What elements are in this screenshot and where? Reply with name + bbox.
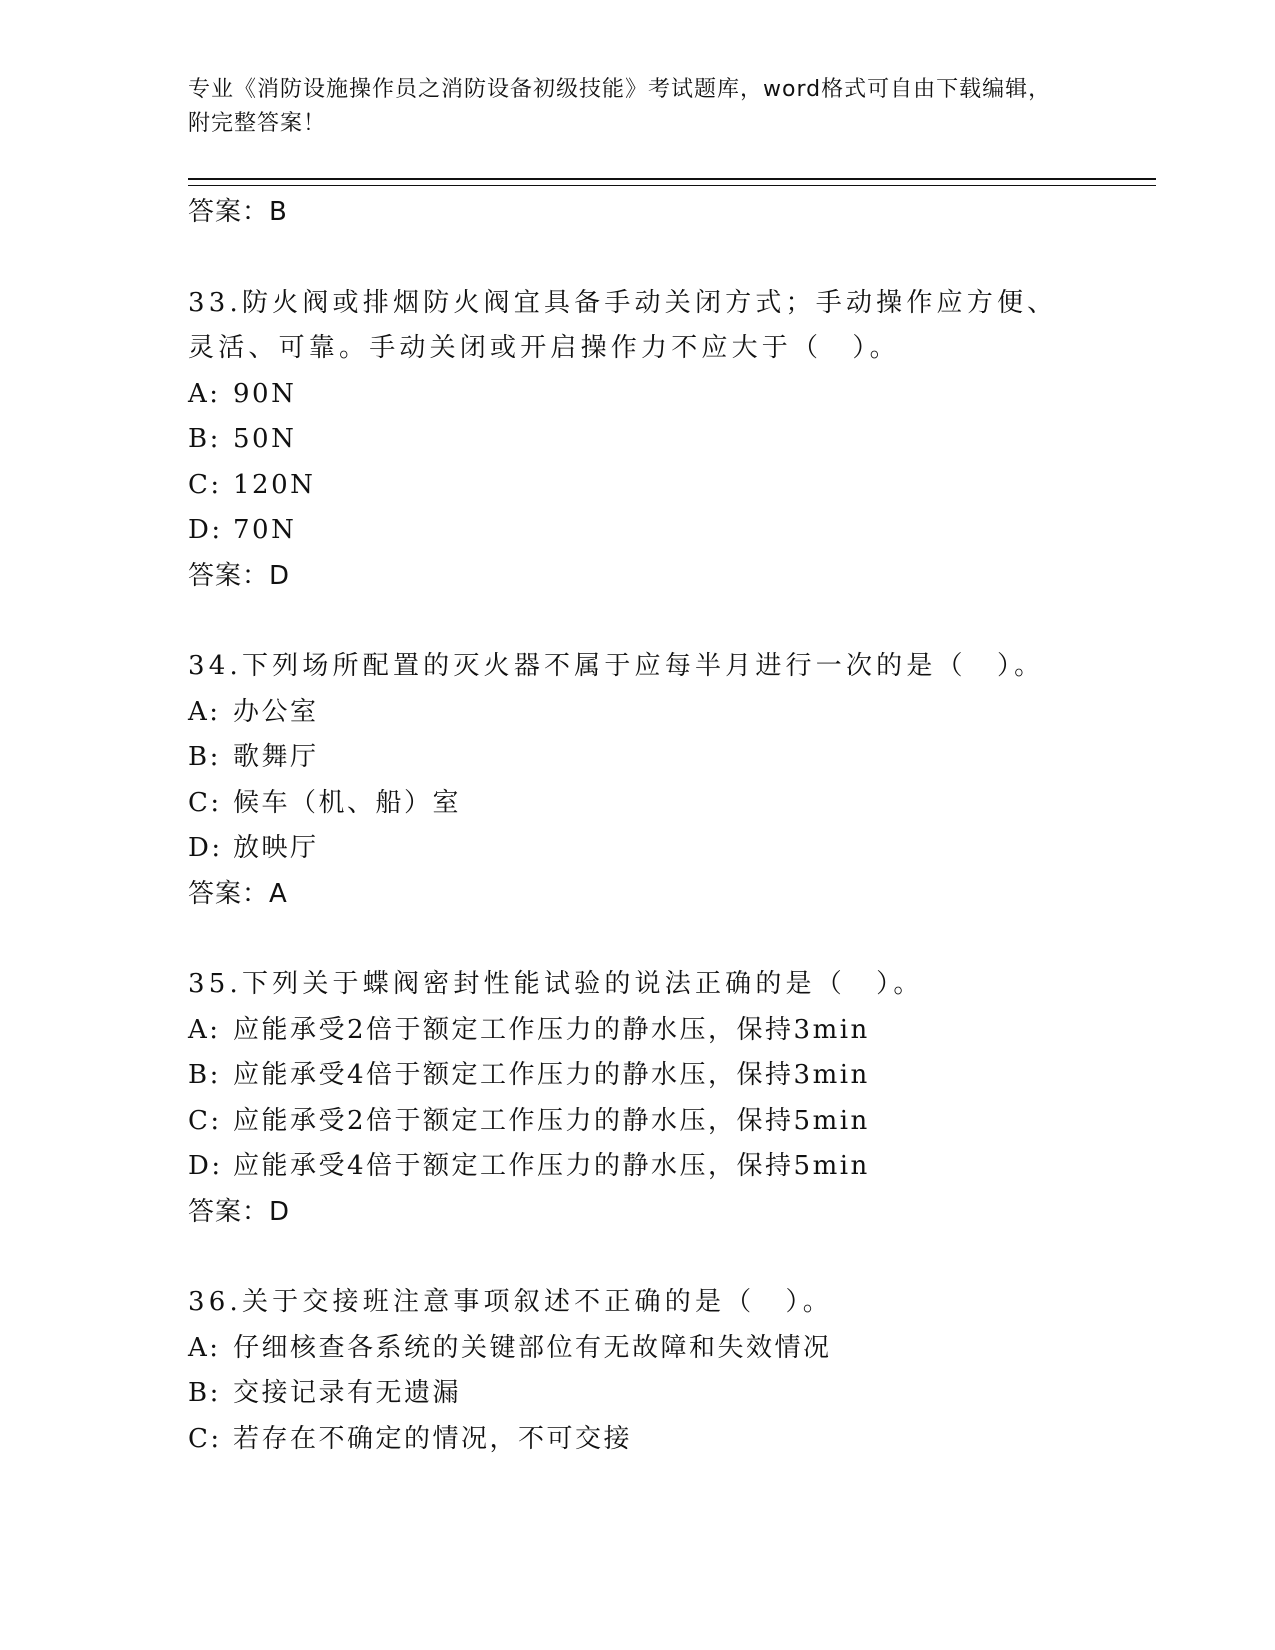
option-text: 应能承受4倍于额定工作压力的静水压，保持3min xyxy=(233,1060,870,1090)
option-text: 120N xyxy=(233,469,316,500)
option-b xyxy=(188,735,1148,781)
option-text: 办公室 xyxy=(233,696,319,727)
question-stem: 34.下列场所配置的灭火器不属于应每半月进行一次的是（ ）。 xyxy=(188,651,1045,681)
header-note: 专业《消防设施操作员之消防设备初级技能》考试题库，word格式可自由下载编辑，附完整答案！ xyxy=(188,77,1052,136)
question-list xyxy=(188,190,1148,1462)
question-35 xyxy=(188,962,1148,1235)
option-text: 应能承受2倍于额定工作压力的静水压，保持5min xyxy=(233,1105,870,1136)
option-label: B: xyxy=(188,1060,221,1090)
option-a xyxy=(188,372,1148,418)
option-label: B: xyxy=(188,424,221,454)
question-stem: 33.防火阀或排烟防火阀宜具备手动关闭方式；手动操作应方便、灵活、可靠。手动关闭或开启操作力不应大于（ ）。 xyxy=(188,287,1058,363)
option-a xyxy=(188,1008,1148,1054)
option-text: 若存在不确定的情况，不可交接 xyxy=(233,1423,633,1454)
option-d xyxy=(188,1144,1148,1190)
option-text: 候车（机、船）室 xyxy=(233,787,462,818)
question-36 xyxy=(188,1280,1148,1462)
previous-answer: 答案：B xyxy=(188,197,288,227)
question-stem: 35.下列关于蝶阀密封性能试验的说法正确的是（ ）。 xyxy=(188,969,924,999)
option-d xyxy=(188,826,1148,872)
option-c xyxy=(188,1417,1148,1463)
question-34 xyxy=(188,644,1148,917)
option-text: 交接记录有无遗漏 xyxy=(233,1378,462,1408)
option-a xyxy=(188,690,1148,736)
header-divider xyxy=(188,178,1156,186)
option-b xyxy=(188,1053,1148,1099)
option-text: 应能承受4倍于额定工作压力的静水压，保持5min xyxy=(233,1151,870,1181)
answer-line: 答案：A xyxy=(188,878,288,909)
option-text: 50N xyxy=(233,424,297,454)
option-label: A: xyxy=(188,696,221,727)
option-text: 90N xyxy=(233,378,297,409)
option-c xyxy=(188,463,1148,509)
option-c xyxy=(188,781,1148,827)
option-a xyxy=(188,1326,1148,1372)
option-label: A: xyxy=(188,378,221,409)
option-text: 歌舞厅 xyxy=(233,742,319,772)
option-text: 仔细核查各系统的关键部位有无故障和失效情况 xyxy=(233,1332,832,1363)
question-stem: 36.关于交接班注意事项叙述不正确的是（ ）。 xyxy=(188,1287,833,1317)
option-label: A: xyxy=(188,1014,221,1045)
option-label: C: xyxy=(188,469,222,500)
option-label: C: xyxy=(188,1105,222,1136)
option-label: B: xyxy=(188,1378,221,1408)
option-label: A: xyxy=(188,1332,221,1363)
question-33 xyxy=(188,281,1148,600)
option-label: C: xyxy=(188,1423,222,1454)
answer-line: 答案：D xyxy=(188,560,291,591)
answer-line: 答案：D xyxy=(188,1196,291,1227)
option-label: D: xyxy=(188,833,223,863)
option-c xyxy=(188,1099,1148,1145)
option-text: 70N xyxy=(233,515,297,545)
option-label: D: xyxy=(188,1151,223,1181)
option-label: B: xyxy=(188,742,221,772)
option-text: 应能承受2倍于额定工作压力的静水压，保持3min xyxy=(233,1014,870,1045)
option-b xyxy=(188,1371,1148,1417)
option-d xyxy=(188,508,1148,554)
option-label: C: xyxy=(188,787,222,818)
option-b xyxy=(188,417,1148,463)
option-label: D: xyxy=(188,515,223,545)
option-text: 放映厅 xyxy=(233,833,319,863)
